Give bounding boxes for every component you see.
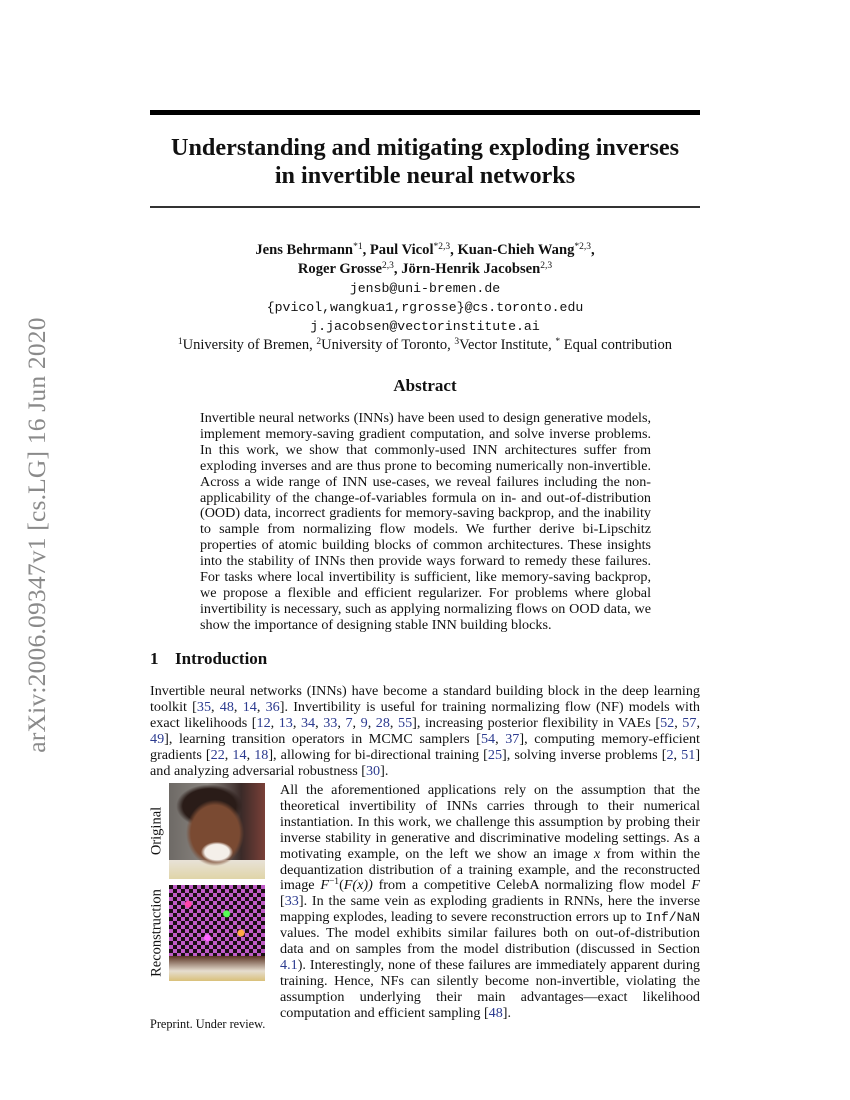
original-face-image	[169, 783, 265, 879]
affiliations	[150, 336, 700, 355]
citation-link[interactable]: 52	[660, 714, 675, 731]
section-title: Introduction	[175, 649, 268, 668]
citation-link[interactable]: 13	[278, 714, 293, 731]
math-x: x	[593, 845, 601, 862]
citation-link[interactable]: 54	[480, 730, 496, 747]
citation-link[interactable]: 14	[232, 746, 247, 763]
code-inf-nan: Inf/NaN	[645, 910, 700, 926]
citation-link[interactable]: 33	[323, 714, 338, 731]
math-F: F	[691, 877, 700, 894]
affil-sup: *	[555, 337, 561, 347]
text-run: ,	[270, 714, 279, 731]
intro-paragraph-1	[150, 684, 700, 779]
text-run: ].	[380, 762, 389, 779]
text-run: ], solving inverse problems [	[502, 746, 667, 763]
text-run: All the aforementioned applications rely on the assumption that the theoretical invertibility of INNs carries through to their numerical instantiation. In this work, we challenge this assumption by probing their inverse stability in generative and discriminative modeling settings. As a motivating example, on the left we show an image	[280, 782, 700, 862]
text-run: from within the dequantization distribution of a training example, and the reconstructed image	[280, 845, 700, 894]
text-run: ], allowing for bi-directional training [	[268, 746, 488, 763]
math-F: F	[343, 877, 353, 894]
citation-link[interactable]: 30	[365, 762, 381, 779]
affil-text: University of Bremen,	[182, 337, 317, 353]
affil-text: Equal contribution	[560, 337, 673, 353]
citation-link[interactable]: 55	[398, 714, 413, 731]
citation-link[interactable]: 7	[345, 714, 353, 731]
text-run: ,	[211, 698, 220, 715]
text-run: ,	[673, 746, 682, 763]
citation-link[interactable]: 12	[256, 714, 271, 731]
citation-link[interactable]: 48	[488, 1004, 503, 1021]
text-run: ,	[246, 746, 255, 763]
text-run: ] and analyzing adversarial robustness [	[150, 746, 701, 779]
text-run: ). Interestingly, none of these failures are immediately apparent during training. Hence, NFs can silently become non-invertible, violating the assumption underlying their main advantages—exact likelihood computation and efficient sampling [	[280, 956, 700, 1021]
author-sup: 2,3	[382, 261, 394, 271]
citation-link[interactable]: 48	[219, 698, 234, 715]
text-run: ,	[292, 714, 301, 731]
text-run: Invertible neural networks (INNs) have become a standard building block in the deep learning toolkit [	[150, 683, 700, 715]
text-run: [	[280, 893, 285, 910]
affil-sup: 2	[316, 337, 322, 347]
text-run: ]. In the same vein as exploding gradients in RNNs, here the inverse mapping explodes, leading to severe reconstruction errors up to	[280, 893, 700, 926]
text-run: ,	[674, 714, 683, 731]
text-run: ,	[233, 698, 243, 715]
affil-text: University of Toronto,	[321, 337, 455, 353]
author-name: Roger Grosse	[297, 261, 383, 277]
author-name: Kuan-Chieh Wang	[457, 242, 575, 258]
paper-title	[150, 134, 700, 190]
text-run: ,	[389, 714, 399, 731]
affil-sup: 3	[454, 337, 460, 347]
citation-link[interactable]: 9	[360, 714, 368, 731]
author-name: Jens Behrmann	[255, 242, 354, 258]
citation-link[interactable]: 22	[210, 746, 225, 763]
figure-original-vs-reconstruction	[148, 783, 266, 998]
text-run: values. The model exhibits similar failures both on out-of-distribution data and on samples from the model distribution (discussed in Section	[280, 925, 700, 958]
title-line-1: Understanding and mitigating exploding inverses	[170, 134, 680, 161]
citation-link[interactable]: 2	[666, 746, 674, 763]
author-sup: 2,3	[540, 261, 553, 271]
text-run: ,	[495, 730, 506, 747]
math-args: (x))	[352, 877, 373, 894]
title-line-2: in invertible neural networks	[274, 162, 576, 189]
author-email[interactable]: {pvicol,wangkua1,rgrosse}@cs.toronto.edu	[266, 300, 584, 315]
arxiv-identifier: arXiv:2006.09347v1 [cs.LG] 16 Jun 2020	[22, 317, 51, 753]
math-paren: (	[339, 877, 344, 894]
author-sup: *2,3	[433, 242, 451, 252]
text-run: ].	[502, 1004, 512, 1021]
text-run: ,	[256, 698, 266, 715]
abstract-heading: Abstract	[393, 376, 457, 395]
text-run: ], learning transition operators in MCMC samplers [	[164, 730, 481, 747]
citation-link[interactable]: 51	[681, 746, 696, 763]
citation-link[interactable]: 28	[375, 714, 390, 731]
author-names-line-1: Jens Behrmann$^{*1}$, Paul Vicol$^{*2,3}$, Kuan-Chieh Wang$^{*2,3}$,	[255, 242, 595, 258]
footer-preprint-note: Preprint. Under review.	[150, 1017, 266, 1031]
text-run: ,	[315, 714, 324, 731]
author-name: Paul Vicol	[369, 242, 434, 258]
text-run: ,	[367, 714, 376, 731]
author-block	[150, 241, 700, 355]
affil-text: Vector Institute,	[459, 337, 556, 353]
section-heading-introduction	[150, 649, 267, 669]
text-run: ]. Invertibility is useful for training normalizing flow (NF) models with exact likelihoods [	[150, 698, 700, 731]
author-email[interactable]: j.jacobsen@vectorinstitute.ai	[310, 319, 540, 334]
author-names-line-2: Roger Grosse$^{2,3}$, Jörn-Henrik Jacobsen$^{2,3}$	[297, 261, 553, 277]
citation-link[interactable]: 25	[487, 746, 503, 763]
title-top-rule	[150, 110, 700, 115]
author-name: Jörn-Henrik Jacobsen	[401, 261, 541, 277]
text-run: ], computing memory-efficient gradients [	[150, 730, 700, 763]
citation-link[interactable]: 35	[196, 698, 212, 715]
affil-sup: 1	[177, 337, 183, 347]
math-F: F	[320, 877, 329, 894]
math-sup: −1	[328, 877, 340, 888]
intro-paragraph-2	[280, 783, 700, 1022]
text-run: ,	[696, 714, 700, 731]
citation-link[interactable]: 18	[254, 746, 269, 763]
text-run: ,	[337, 714, 346, 731]
citation-link[interactable]: 14	[242, 698, 257, 715]
citation-link[interactable]: 34	[300, 714, 316, 731]
abstract-body: Invertible neural networks (INNs) have been used to design generative models, implement memory-saving gradient computation, and solve inverse problems. In this work, we show that commonly-used INN architectures suffer from exploding inverses and are thus prone to becoming numerically non-invertible. Across a wide range of INN use-cases, we reveal failures including the non-applicability of the change-of-variables formula on in- and out-of-distribution (OOD) data, incorrect gradients for memory-saving backprop, and the inability to sample from normalizing flow models. We further derive bi-Lipschitz properties of atomic building blocks of common architectures. These insights into the stability of INNs then provide ways forward to remedy these failures. For tasks where local invertibility is sufficient, like memory-saving backprop, we propose a flexible and efficient regularizer. For problems where global invertibility is necessary, such as applying normalizing flows on OOD data, we show the importance of designing stable INN building blocks.	[200, 410, 651, 633]
reconstruction-image	[169, 885, 265, 981]
author-sup: *2,3	[574, 242, 591, 252]
author-email[interactable]: jensb@uni-bremen.de	[349, 281, 501, 296]
section-ref-link[interactable]: 4.1	[280, 956, 298, 973]
section-number: 1	[150, 649, 159, 668]
figure-label-original: Original	[148, 806, 165, 856]
text-run: ,	[352, 714, 361, 731]
text-run: ], increasing posterior flexibility in VAEs [	[412, 714, 661, 731]
author-sup: *1	[353, 242, 363, 252]
math-F-inverse	[320, 877, 373, 893]
figure-label-reconstruction: Reconstruction	[148, 889, 165, 977]
citation-link[interactable]: 49	[150, 730, 165, 747]
text-run: from a competitive CelebA normalizing flow model	[372, 877, 692, 894]
citation-link[interactable]: 57	[682, 714, 697, 731]
citation-link[interactable]: 33	[284, 893, 299, 910]
title-bottom-rule	[150, 206, 700, 208]
citation-link[interactable]: 36	[265, 698, 280, 715]
arxiv-stamp	[0, 0, 60, 1100]
text-run: ,	[224, 746, 233, 763]
citation-link[interactable]: 37	[505, 730, 520, 747]
